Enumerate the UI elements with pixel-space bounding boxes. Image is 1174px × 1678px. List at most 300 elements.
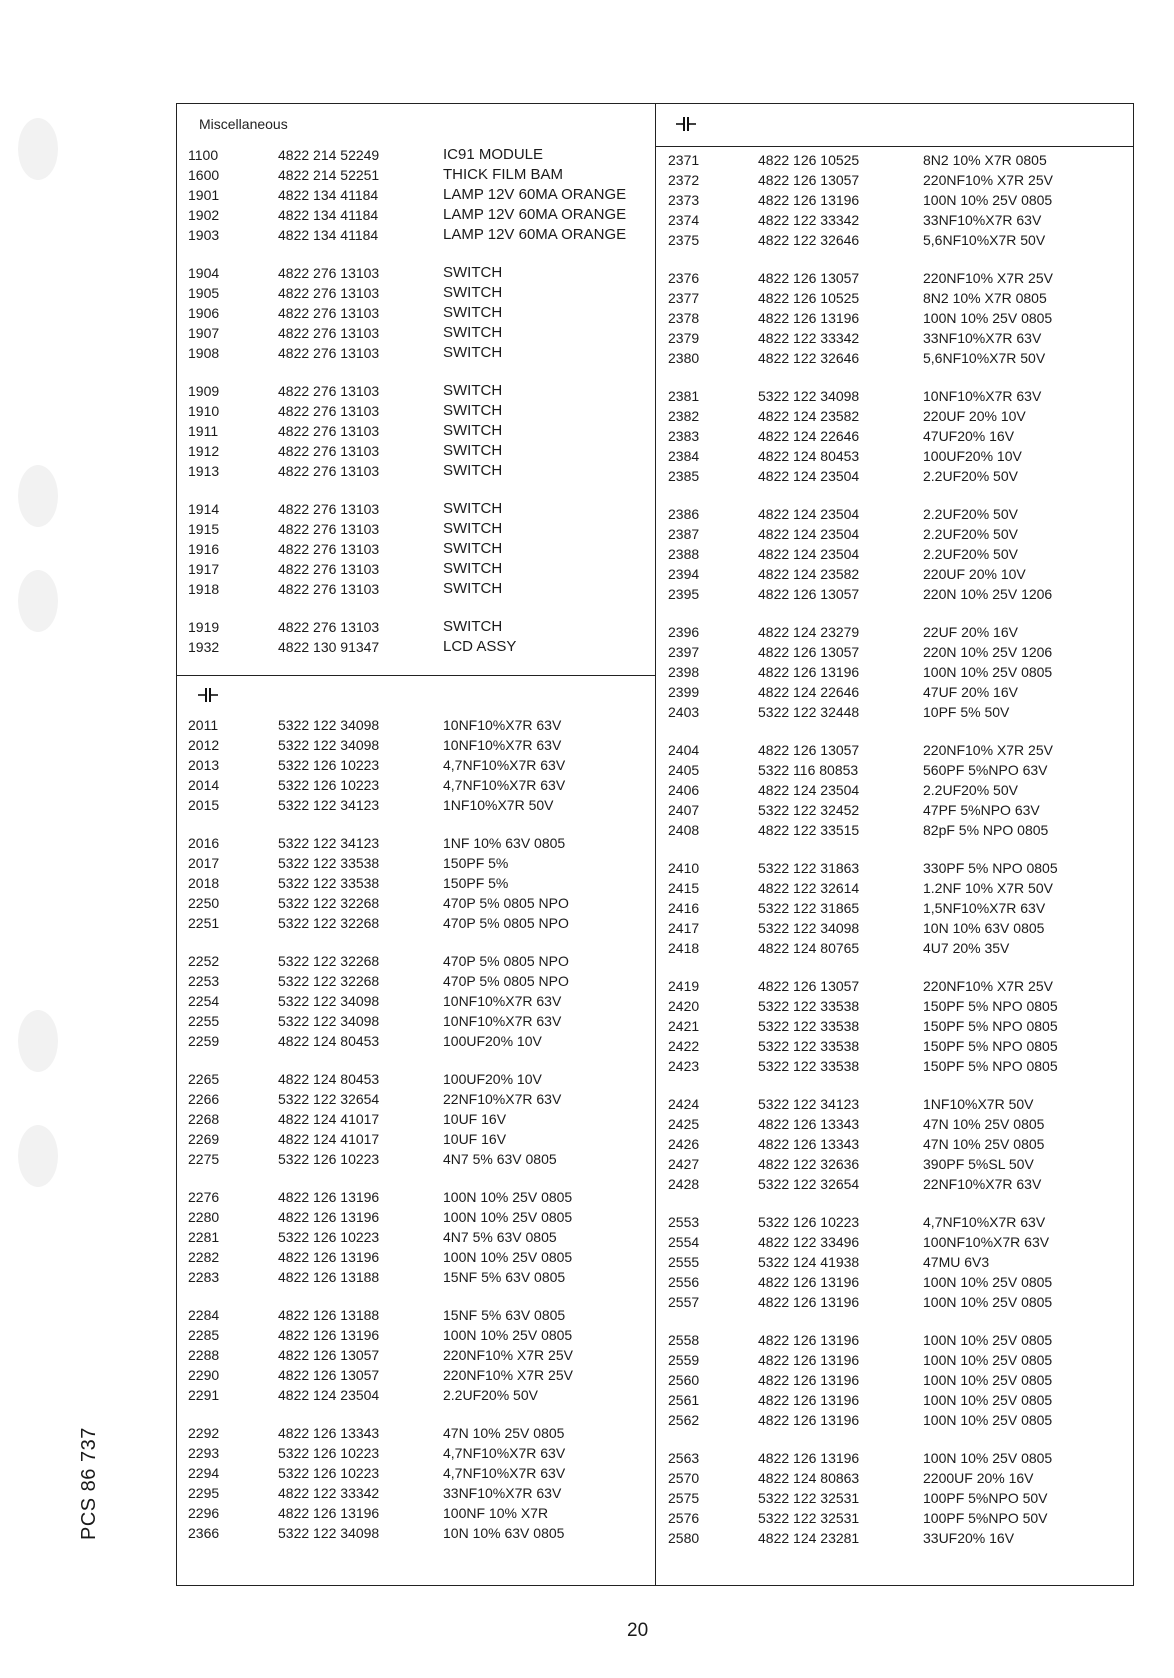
- part-row: [188, 1227, 648, 1247]
- part-description: 100NF 10% X7R: [443, 1505, 549, 1521]
- part-row: [188, 165, 648, 185]
- part-position-number: 2427: [668, 1156, 700, 1172]
- part-row: [668, 504, 1128, 524]
- part-position-number: 2253: [188, 973, 220, 989]
- part-description: 1,5NF10%X7R 63V: [923, 900, 1046, 916]
- part-description: LAMP 12V 60MA ORANGE: [443, 206, 627, 223]
- part-description: 5,6NF10%X7R 50V: [923, 232, 1046, 248]
- part-row: [668, 406, 1128, 426]
- part-row: [188, 263, 648, 283]
- part-row: [668, 1094, 1128, 1114]
- part-order-code: 4822 126 13343: [278, 1425, 380, 1441]
- part-position-number: 2558: [668, 1332, 700, 1348]
- part-row: [668, 858, 1128, 878]
- part-row: [188, 735, 648, 755]
- part-position-number: 2383: [668, 428, 700, 444]
- part-row: [668, 1370, 1128, 1390]
- part-row: [188, 323, 648, 343]
- part-order-code: 4822 122 32646: [758, 232, 860, 248]
- part-position-number: 2420: [668, 998, 700, 1014]
- part-order-code: 5322 122 34123: [758, 1096, 860, 1112]
- part-order-code: 4822 126 13057: [278, 1367, 380, 1383]
- part-description: 470P 5% 0805 NPO: [443, 895, 569, 911]
- part-position-number: 2375: [668, 232, 700, 248]
- part-order-code: 4822 276 13103: [278, 325, 380, 341]
- part-row: [668, 1448, 1128, 1468]
- part-position-number: 2018: [188, 875, 220, 891]
- part-order-code: 5322 122 34098: [758, 920, 860, 936]
- part-description: SWITCH: [443, 462, 503, 479]
- part-row: [668, 1330, 1128, 1350]
- part-position-number: 2296: [188, 1505, 220, 1521]
- part-order-code: 5322 126 10223: [278, 777, 380, 793]
- part-position-number: 2408: [668, 822, 700, 838]
- part-description: 10NF10%X7R 63V: [443, 993, 562, 1009]
- part-position-number: 2376: [668, 270, 700, 286]
- part-description: SWITCH: [443, 324, 503, 341]
- part-row: [188, 1267, 648, 1287]
- group-spacer: [668, 958, 1128, 976]
- part-row: [188, 185, 648, 205]
- part-position-number: 2288: [188, 1347, 220, 1363]
- part-description: 10NF10%X7R 63V: [443, 737, 562, 753]
- part-description: 2.2UF20% 50V: [923, 506, 1018, 522]
- part-row: [188, 401, 648, 421]
- part-order-code: 4822 134 41184: [278, 187, 379, 203]
- part-description: 220NF10% X7R 25V: [443, 1347, 573, 1363]
- part-position-number: 1932: [188, 639, 220, 655]
- part-position-number: 2282: [188, 1249, 220, 1265]
- group-spacer: [188, 245, 648, 263]
- part-description: 1NF 10% 63V 0805: [443, 835, 566, 851]
- capacitor-parts-list-left: [188, 715, 648, 1543]
- part-row: [188, 1187, 648, 1207]
- header-divider-right: [656, 146, 1134, 147]
- part-description: 22UF 20% 16V: [923, 624, 1018, 640]
- part-description: 100PF 5%NPO 50V: [923, 1510, 1048, 1526]
- part-row: [668, 938, 1128, 958]
- part-row: [188, 1385, 648, 1405]
- part-order-code: 4822 126 13057: [758, 172, 860, 188]
- part-row: [668, 288, 1128, 308]
- part-order-code: 4822 126 13196: [758, 1372, 860, 1388]
- part-description: 2.2UF20% 50V: [923, 468, 1018, 484]
- part-row: [188, 1523, 648, 1543]
- part-order-code: 4822 276 13103: [278, 521, 380, 537]
- part-position-number: 2276: [188, 1189, 220, 1205]
- part-order-code: 4822 124 80453: [278, 1033, 380, 1049]
- part-row: [668, 1468, 1128, 1488]
- part-row: [668, 564, 1128, 584]
- group-spacer: [668, 368, 1128, 386]
- part-position-number: 2016: [188, 835, 220, 851]
- part-order-code: 4822 124 23279: [758, 624, 860, 640]
- part-order-code: 4822 276 13103: [278, 305, 380, 321]
- part-position-number: 2398: [668, 664, 700, 680]
- part-position-number: 2576: [668, 1510, 700, 1526]
- part-position-number: 2254: [188, 993, 220, 1009]
- part-position-number: 2403: [668, 704, 700, 720]
- part-row: [188, 971, 648, 991]
- part-description: 100N 10% 25V 0805: [443, 1327, 573, 1343]
- part-position-number: 2385: [668, 468, 700, 484]
- part-row: [668, 348, 1128, 368]
- part-position-number: 2374: [668, 212, 700, 228]
- part-order-code: 5322 122 34098: [278, 737, 380, 753]
- document-code-label: PCS 86 737: [78, 1427, 100, 1540]
- part-position-number: 2386: [668, 506, 700, 522]
- part-row: [188, 617, 648, 637]
- part-description: 1.2NF 10% X7R 50V: [923, 880, 1053, 896]
- part-order-code: 5322 126 10223: [278, 1151, 380, 1167]
- part-description: 4U7 20% 35V: [923, 940, 1010, 956]
- part-description: 470P 5% 0805 NPO: [443, 915, 569, 931]
- part-position-number: 2570: [668, 1470, 700, 1486]
- part-order-code: 4822 122 33342: [758, 212, 860, 228]
- part-description: 100NF10%X7R 63V: [923, 1234, 1050, 1250]
- part-description: 100N 10% 25V 0805: [923, 1352, 1053, 1368]
- part-position-number: 2012: [188, 737, 220, 753]
- part-position-number: 2388: [668, 546, 700, 562]
- part-description: 100UF20% 10V: [923, 448, 1022, 464]
- part-order-code: 4822 276 13103: [278, 265, 380, 281]
- part-position-number: 2255: [188, 1013, 220, 1029]
- part-order-code: 4822 124 23504: [758, 506, 860, 522]
- miscellaneous-parts-list: [188, 145, 648, 657]
- part-position-number: 1919: [188, 619, 220, 635]
- part-row: [668, 898, 1128, 918]
- part-description: 8N2 10% X7R 0805: [923, 152, 1047, 168]
- part-order-code: 4822 122 32636: [758, 1156, 860, 1172]
- part-order-code: 4822 134 41184: [278, 227, 379, 243]
- part-description: 100N 10% 25V 0805: [923, 310, 1053, 326]
- part-order-code: 4822 126 13196: [758, 1450, 860, 1466]
- part-description: 100PF 5%NPO 50V: [923, 1490, 1048, 1506]
- part-row: [188, 1463, 648, 1483]
- punch-hole: [18, 1010, 58, 1072]
- part-description: SWITCH: [443, 442, 503, 459]
- part-position-number: 2415: [668, 880, 700, 896]
- part-position-number: 2561: [668, 1392, 700, 1408]
- part-order-code: 4822 126 13196: [758, 1274, 860, 1290]
- part-description: 470P 5% 0805 NPO: [443, 953, 569, 969]
- part-position-number: 1912: [188, 443, 220, 459]
- part-description: 4,7NF10%X7R 63V: [923, 1214, 1046, 1230]
- part-position-number: 2399: [668, 684, 700, 700]
- part-row: [188, 795, 648, 815]
- group-spacer: [668, 1312, 1128, 1330]
- part-row: [188, 913, 648, 933]
- part-position-number: 1915: [188, 521, 220, 537]
- part-description: 220NF10% X7R 25V: [923, 270, 1053, 286]
- part-description: 47UF 20% 16V: [923, 684, 1018, 700]
- part-row: [668, 820, 1128, 840]
- part-order-code: 4822 126 13196: [278, 1327, 380, 1343]
- part-order-code: 4822 276 13103: [278, 561, 380, 577]
- part-position-number: 2011: [188, 717, 219, 733]
- part-order-code: 5322 122 33538: [758, 1058, 860, 1074]
- part-order-code: 4822 122 32646: [758, 350, 860, 366]
- part-description: 2.2UF20% 50V: [923, 526, 1018, 542]
- part-position-number: 2250: [188, 895, 220, 911]
- part-description: 33NF10%X7R 63V: [923, 212, 1042, 228]
- part-order-code: 5322 122 32531: [758, 1510, 860, 1526]
- part-position-number: 1917: [188, 561, 220, 577]
- part-position-number: 2384: [668, 448, 700, 464]
- part-row: [188, 1069, 648, 1089]
- part-order-code: 5322 122 32452: [758, 802, 860, 818]
- part-description: SWITCH: [443, 344, 503, 361]
- part-position-number: 1100: [188, 147, 219, 163]
- part-position-number: 2417: [668, 920, 700, 936]
- part-order-code: 4822 124 23504: [758, 546, 860, 562]
- part-order-code: 4822 276 13103: [278, 383, 380, 399]
- group-spacer: [668, 1194, 1128, 1212]
- part-order-code: 5322 126 10223: [278, 1229, 380, 1245]
- part-order-code: 5322 122 31863: [758, 860, 860, 876]
- part-description: 22NF10%X7R 63V: [923, 1176, 1042, 1192]
- part-position-number: 2422: [668, 1038, 700, 1054]
- part-order-code: 4822 126 13196: [758, 1332, 860, 1348]
- part-row: [188, 1503, 648, 1523]
- part-description: 220NF10% X7R 25V: [443, 1367, 573, 1383]
- part-order-code: 4822 276 13103: [278, 541, 380, 557]
- part-description: 150PF 5% NPO 0805: [923, 1018, 1058, 1034]
- part-row: [668, 1232, 1128, 1252]
- part-order-code: 4822 124 80453: [758, 448, 860, 464]
- part-position-number: 2397: [668, 644, 700, 660]
- part-row: [188, 1305, 648, 1325]
- part-description: LAMP 12V 60MA ORANGE: [443, 186, 627, 203]
- group-spacer: [188, 1287, 648, 1305]
- part-position-number: 2425: [668, 1116, 700, 1132]
- part-description: 2.2UF20% 50V: [443, 1387, 538, 1403]
- part-description: 220UF 20% 10V: [923, 408, 1026, 424]
- part-order-code: 5322 122 33538: [758, 1018, 860, 1034]
- part-position-number: 1916: [188, 541, 220, 557]
- part-row: [668, 1508, 1128, 1528]
- part-description: 4,7NF10%X7R 63V: [443, 1465, 566, 1481]
- part-description: 82pF 5% NPO 0805: [923, 822, 1049, 838]
- part-description: 220N 10% 25V 1206: [923, 644, 1053, 660]
- part-position-number: 2265: [188, 1071, 220, 1087]
- part-description: 220NF10% X7R 25V: [923, 978, 1053, 994]
- part-row: [668, 1016, 1128, 1036]
- part-row: [188, 303, 648, 323]
- part-row: [188, 893, 648, 913]
- part-row: [188, 1109, 648, 1129]
- part-order-code: 4822 124 23504: [758, 782, 860, 798]
- part-row: [188, 1483, 648, 1503]
- part-order-code: 5322 122 34098: [758, 388, 860, 404]
- part-row: [188, 1129, 648, 1149]
- part-order-code: 4822 126 13196: [278, 1505, 380, 1521]
- part-description: 220UF 20% 10V: [923, 566, 1026, 582]
- part-row: [668, 740, 1128, 760]
- part-row: [188, 755, 648, 775]
- part-description: SWITCH: [443, 284, 503, 301]
- part-position-number: 2563: [668, 1450, 700, 1466]
- part-row: [188, 775, 648, 795]
- part-position-number: 2382: [668, 408, 700, 424]
- punch-hole: [18, 570, 58, 632]
- part-row: [668, 1488, 1128, 1508]
- part-order-code: 4822 124 41017: [278, 1111, 380, 1127]
- part-position-number: 2562: [668, 1412, 700, 1428]
- group-spacer: [668, 722, 1128, 740]
- part-order-code: 4822 126 13057: [758, 586, 860, 602]
- part-order-code: 4822 126 13196: [758, 1412, 860, 1428]
- part-description: SWITCH: [443, 618, 503, 635]
- part-row: [668, 800, 1128, 820]
- part-order-code: 5322 122 34098: [278, 717, 380, 733]
- part-order-code: 4822 126 13188: [278, 1269, 380, 1285]
- part-order-code: 4822 126 10525: [758, 290, 860, 306]
- punch-hole: [18, 465, 58, 527]
- part-row: [668, 1212, 1128, 1232]
- part-position-number: 2395: [668, 586, 700, 602]
- part-position-number: 2268: [188, 1111, 220, 1127]
- part-description: 4,7NF10%X7R 63V: [443, 777, 566, 793]
- part-row: [188, 637, 648, 657]
- part-description: 47N 10% 25V 0805: [923, 1136, 1045, 1152]
- part-order-code: 4822 126 13188: [278, 1307, 380, 1323]
- part-order-code: 4822 124 80765: [758, 940, 860, 956]
- part-row: [188, 539, 648, 559]
- part-description: 1NF10%X7R 50V: [443, 797, 554, 813]
- part-description: 8N2 10% X7R 0805: [923, 290, 1047, 306]
- part-order-code: 4822 126 13057: [758, 742, 860, 758]
- part-position-number: 2419: [668, 978, 700, 994]
- part-row: [668, 1056, 1128, 1076]
- part-position-number: 1907: [188, 325, 220, 341]
- part-row: [668, 230, 1128, 250]
- part-row: [188, 1365, 648, 1385]
- part-row: [188, 461, 648, 481]
- part-row: [668, 918, 1128, 938]
- part-order-code: 4822 126 13196: [758, 664, 860, 680]
- part-order-code: 5322 126 10223: [758, 1214, 860, 1230]
- part-row: [668, 1350, 1128, 1370]
- part-row: [668, 702, 1128, 722]
- part-position-number: 2266: [188, 1091, 220, 1107]
- part-description: 150PF 5%: [443, 875, 509, 891]
- part-order-code: 4822 124 80863: [758, 1470, 860, 1486]
- capacitor-symbol-icon: [198, 687, 218, 703]
- part-description: 47MU 6V3: [923, 1254, 990, 1270]
- part-row: [188, 225, 648, 245]
- part-row: [668, 1292, 1128, 1312]
- part-position-number: 2281: [188, 1229, 220, 1245]
- group-spacer: [188, 815, 648, 833]
- part-description: 100N 10% 25V 0805: [443, 1189, 573, 1205]
- part-order-code: 4822 126 13057: [758, 978, 860, 994]
- part-position-number: 2013: [188, 757, 220, 773]
- part-description: LAMP 12V 60MA ORANGE: [443, 226, 627, 243]
- part-description: SWITCH: [443, 382, 503, 399]
- part-row: [668, 976, 1128, 996]
- part-description: SWITCH: [443, 304, 503, 321]
- part-position-number: 1910: [188, 403, 220, 419]
- part-order-code: 5322 122 33538: [758, 998, 860, 1014]
- part-description: 100N 10% 25V 0805: [443, 1209, 573, 1225]
- part-position-number: 2405: [668, 762, 700, 778]
- part-order-code: 4822 126 13196: [758, 1352, 860, 1368]
- part-description: 15NF 5% 63V 0805: [443, 1269, 566, 1285]
- part-description: 100UF20% 10V: [443, 1033, 542, 1049]
- part-position-number: 1909: [188, 383, 220, 399]
- part-position-number: 1906: [188, 305, 220, 321]
- part-order-code: 5322 122 34098: [278, 993, 380, 1009]
- part-position-number: 2560: [668, 1372, 700, 1388]
- part-position-number: 2292: [188, 1425, 220, 1441]
- part-order-code: 4822 124 22646: [758, 428, 860, 444]
- part-position-number: 2294: [188, 1465, 220, 1481]
- part-position-number: 2557: [668, 1294, 700, 1310]
- part-order-code: 5322 122 34123: [278, 797, 380, 813]
- part-order-code: 5322 122 32268: [278, 895, 380, 911]
- part-position-number: 2379: [668, 330, 700, 346]
- part-description: SWITCH: [443, 580, 503, 597]
- group-spacer: [188, 933, 648, 951]
- part-description: SWITCH: [443, 560, 503, 577]
- part-position-number: 2426: [668, 1136, 700, 1152]
- part-row: [188, 205, 648, 225]
- part-row: [668, 524, 1128, 544]
- part-order-code: 5322 122 32654: [278, 1091, 380, 1107]
- part-position-number: 1913: [188, 463, 220, 479]
- part-description: 10UF 16V: [443, 1131, 507, 1147]
- part-row: [668, 1134, 1128, 1154]
- part-position-number: 2373: [668, 192, 700, 208]
- part-description: 100N 10% 25V 0805: [443, 1249, 573, 1265]
- part-description: SWITCH: [443, 422, 503, 439]
- part-position-number: 2291: [188, 1387, 220, 1403]
- part-position-number: 2275: [188, 1151, 220, 1167]
- part-order-code: 5322 122 33538: [758, 1038, 860, 1054]
- part-row: [188, 853, 648, 873]
- part-order-code: 4822 126 13196: [278, 1189, 380, 1205]
- part-position-number: 1903: [188, 227, 220, 243]
- part-row: [188, 1325, 648, 1345]
- part-row: [668, 1252, 1128, 1272]
- part-position-number: 2407: [668, 802, 700, 818]
- part-description: 1NF10%X7R 50V: [923, 1096, 1034, 1112]
- part-description: 220N 10% 25V 1206: [923, 586, 1053, 602]
- part-position-number: 2377: [668, 290, 700, 306]
- part-description: SWITCH: [443, 500, 503, 517]
- part-row: [668, 150, 1128, 170]
- part-description: 100N 10% 25V 0805: [923, 1412, 1053, 1428]
- part-row: [668, 1174, 1128, 1194]
- part-row: [668, 446, 1128, 466]
- part-position-number: 1904: [188, 265, 220, 281]
- part-description: 2.2UF20% 50V: [923, 546, 1018, 562]
- part-order-code: 4822 126 13057: [758, 644, 860, 660]
- part-row: [668, 1036, 1128, 1056]
- part-description: 100N 10% 25V 0805: [923, 1332, 1053, 1348]
- part-description: 10NF10%X7R 63V: [443, 717, 562, 733]
- part-description: SWITCH: [443, 402, 503, 419]
- section-divider-left: [176, 675, 656, 676]
- capacitor-symbol-icon: [676, 116, 696, 132]
- group-spacer: [188, 1405, 648, 1423]
- part-position-number: 2394: [668, 566, 700, 582]
- group-spacer: [668, 250, 1128, 268]
- part-row: [668, 1528, 1128, 1548]
- part-row: [668, 1390, 1128, 1410]
- part-description: 22NF10%X7R 63V: [443, 1091, 562, 1107]
